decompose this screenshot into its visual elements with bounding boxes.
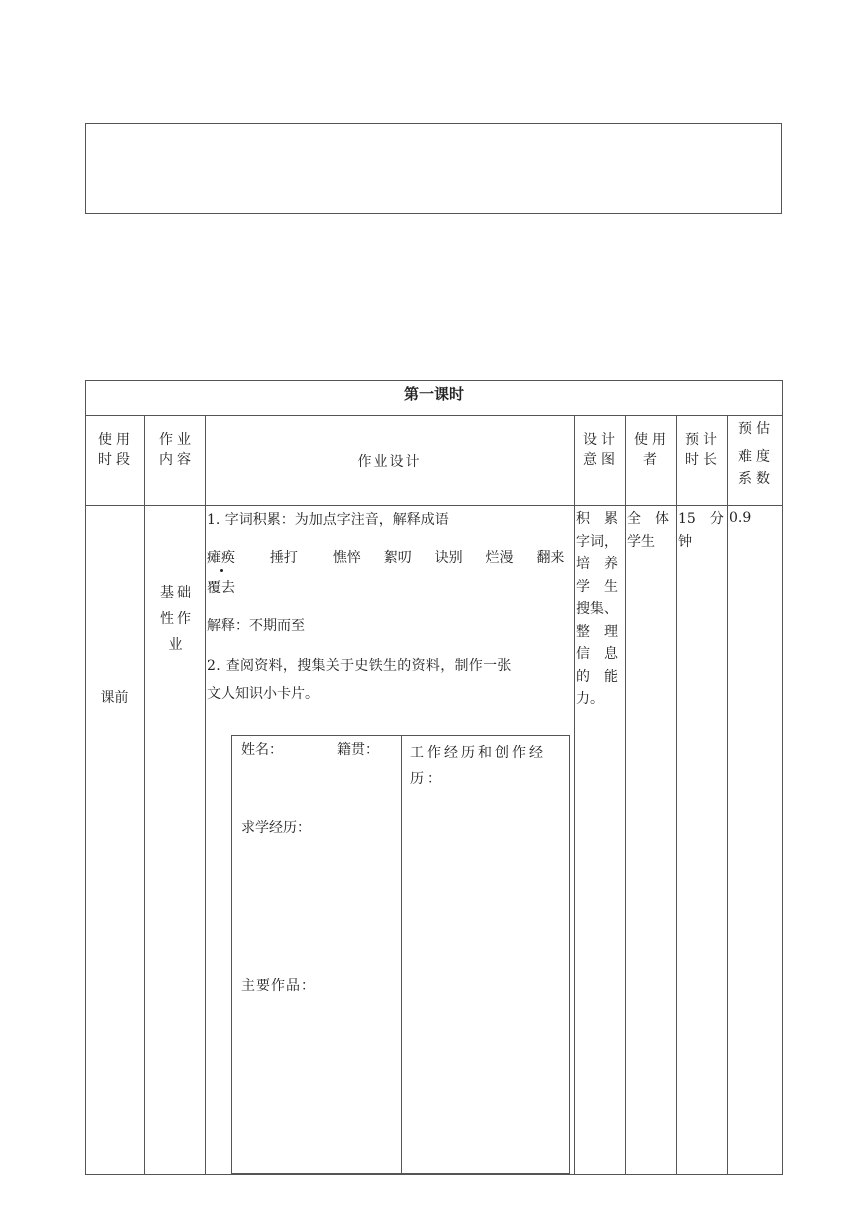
header-user: 使用 者 [634,432,670,468]
header-period: 使用 时段 [98,432,134,468]
card-works-label: 主要作品： [241,978,316,994]
header-content: 作业 内容 [159,432,195,468]
vocab-wrap: 覆去 [207,580,235,596]
col-divider-1 [144,415,145,1175]
cell-user: 全 体 学生 [627,511,669,550]
title-row-divider [85,415,783,416]
cell-intent: 积 累 字词， 培 养 学 生 搜集、 整 理 信 息 的 能 力。 [576,511,618,707]
question-2-line1: 2. 查阅资料，搜集关于史铁生的资料，制作一张 [207,658,512,674]
cell-period: 课前 [100,690,129,706]
card-study-label: 求学经历： [241,820,311,836]
vocab-word: 絮叨 [383,550,412,566]
table-title: 第一课时 [403,385,464,403]
vocab-word: 翻来 [536,550,565,566]
question-1: 1. 字词积累：为加点字注音，解释成语 [207,512,449,528]
cell-content: 基础 性作 业 [160,585,194,653]
card-divider [401,735,402,1174]
col-divider-3 [574,415,575,1175]
cell-duration: 15 分 钟 [678,511,724,550]
cell-difficulty: 0.9 [729,510,752,526]
header-difficulty: 预估 难度 系数 [738,421,774,487]
card-native-label: 籍贯： [337,742,379,758]
vocab-word: 瘫痪 [207,550,235,566]
card-career-label: 工作经历和创作经 历： [410,745,546,787]
vocab-word: 烂漫 [485,550,514,566]
header-intent: 设计 意图 [583,432,619,468]
header-duration: 预计 时长 [685,432,721,468]
explain-line: 解释：不期而至 [207,618,305,634]
question-2-line2: 文人知识小卡片。 [207,686,319,702]
card-name-label: 姓名： [241,742,283,758]
header-row-divider [85,505,783,506]
top-blank-box [85,123,782,214]
vocab-words [207,548,573,568]
col-divider-2 [205,415,206,1175]
vocab-word: 捶打 [269,550,298,566]
vocab-word: 憔悴 [332,550,361,566]
header-design: 作业设计 [357,454,422,470]
vocab-word: 诀别 [434,550,463,566]
